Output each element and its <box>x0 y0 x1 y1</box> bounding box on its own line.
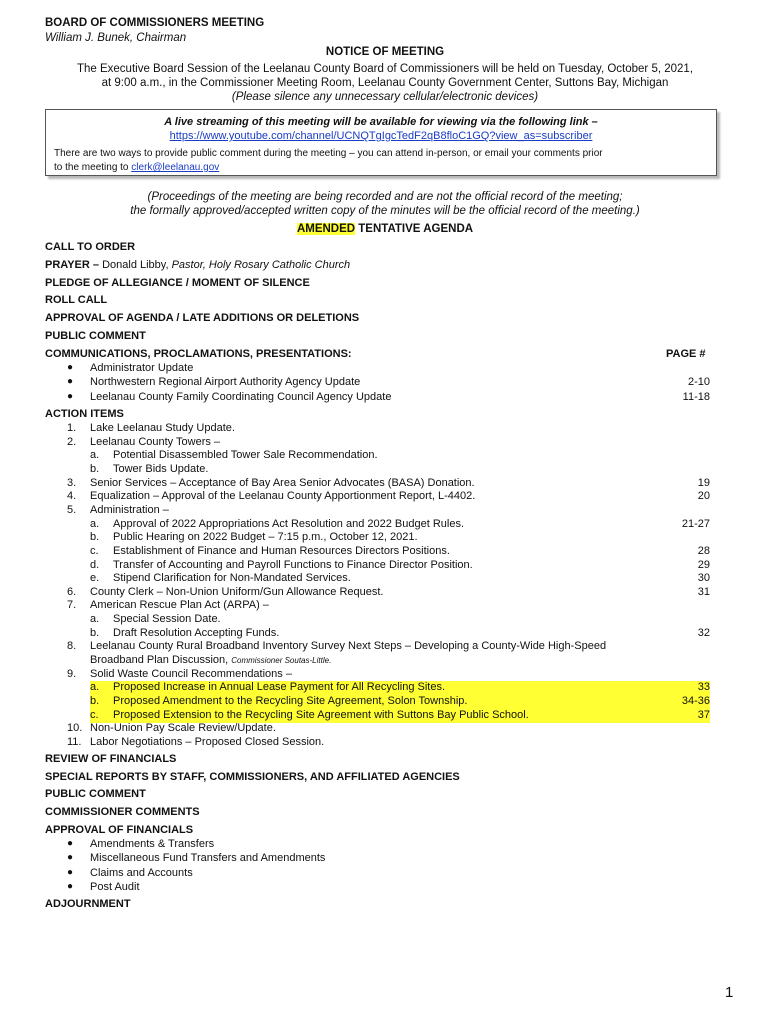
agenda-item <box>45 463 710 477</box>
item-text: Administration – <box>90 503 169 516</box>
chairman-name: William J. Bunek, Chairman <box>45 32 187 44</box>
page-ref: 20 <box>697 490 710 503</box>
clerk-email-link[interactable]: clerk@leelanau.gov <box>131 162 220 173</box>
item-text: Miscellaneous Fund Transfers and Amendments <box>90 852 326 865</box>
item-text: Administrator Update <box>90 362 194 374</box>
page-number: 1 <box>725 984 734 1001</box>
public-comment-text: There are two ways to provide public comment during the meeting – you can attend in-person, or email your comments prior <box>54 148 603 159</box>
item-text: Claims and Accounts <box>90 866 193 879</box>
public-comment-heading-2: PUBLIC COMMENT <box>45 788 146 800</box>
list-item <box>45 362 710 376</box>
page-column-header: PAGE # <box>666 348 706 360</box>
item-text: Tower Bids Update. <box>113 462 209 475</box>
page-ref: 29 <box>697 558 710 571</box>
item-number: 5. <box>67 503 77 516</box>
item-text: Proposed Amendment to the Recycling Site Agreement, Solon Township. <box>113 695 468 707</box>
stream-intro: A live streaming of this meeting will be available for viewing via the following link – <box>164 116 598 128</box>
prayer-line <box>45 259 350 271</box>
item-number: 1. <box>67 422 77 434</box>
agenda-item <box>45 545 710 559</box>
public-comment-info <box>54 147 709 175</box>
list-item <box>45 391 710 405</box>
approval-financials-heading: APPROVAL OF FINANCIALS <box>45 824 194 836</box>
agenda-item <box>45 572 710 586</box>
sub-item-letter: c. <box>90 544 99 557</box>
page-ref: 2-10 <box>687 376 710 389</box>
sub-item-letter: a. <box>90 681 100 694</box>
item-text: Draft Resolution Accepting Funds. <box>113 626 280 639</box>
pledge-heading: PLEDGE OF ALLEGIANCE / MOMENT OF SILENCE <box>45 277 310 289</box>
sub-item-letter: a. <box>90 613 100 626</box>
roll-call-heading: ROLL CALL <box>45 294 108 306</box>
bullet-icon: ● <box>67 362 74 373</box>
item-text: Solid Waste Council Recommendations – <box>90 667 292 680</box>
agenda-item <box>45 736 710 750</box>
item-text: Transfer of Accounting and Payroll Functions to Finance Director Position. <box>113 558 473 571</box>
amended-label: AMENDED <box>296 223 356 235</box>
list-item <box>45 376 710 390</box>
item-text: Proposed Extension to the Recycling Site Agreement with Suttons Bay Public School. <box>113 708 529 721</box>
prayer-name: Donald Libby, <box>99 259 172 271</box>
sub-item-letter: b. <box>90 462 100 475</box>
bullet-icon: ● <box>67 852 74 864</box>
agenda-item <box>45 654 710 668</box>
page-ref: 21-27 <box>681 517 710 530</box>
item-number: 7. <box>67 599 77 612</box>
agenda-item <box>45 504 710 518</box>
agenda-item <box>45 681 710 695</box>
proceedings-note-1: (Proceedings of the meeting are being recorded and are not the official record of the meeting; <box>147 191 623 203</box>
call-to-order: CALL TO ORDER <box>45 241 136 253</box>
item-text: Establishment of Finance and Human Resources Directors Positions. <box>113 544 450 557</box>
list-item <box>45 881 710 895</box>
item-number: 2. <box>67 435 77 448</box>
list-item <box>45 867 710 881</box>
commissioner-comments-heading: COMMISSIONER COMMENTS <box>45 806 200 818</box>
prayer-role: Pastor, Holy Rosary Catholic Church <box>171 259 351 271</box>
list-item <box>45 852 710 866</box>
page-ref: 37 <box>697 708 710 721</box>
public-comment-heading: PUBLIC COMMENT <box>45 330 146 342</box>
proceedings-note-2: the formally approved/accepted written copy of the minutes will be the official record of the meeting.) <box>130 205 640 217</box>
item-text: Labor Negotiations – Proposed Closed Session. <box>90 735 325 748</box>
item-number: 11. <box>67 735 82 748</box>
agenda-item <box>45 627 710 641</box>
agenda-item <box>45 422 710 436</box>
sub-item-letter: b. <box>90 531 100 544</box>
silence-devices-note: (Please silence any unnecessary cellular/electronic devices) <box>231 91 539 103</box>
youtube-link[interactable]: https://www.youtube.com/channel/UCNQTgIgcTedF2qB8floC1GQ?view_as=subscriber <box>169 130 593 142</box>
bullet-icon: ● <box>67 866 74 878</box>
agenda-item <box>45 531 710 545</box>
item-text: Special Session Date. <box>113 613 221 626</box>
item-text: Proposed Increase in Annual Lease Payment for All Recycling Sites. <box>113 681 446 694</box>
list-item <box>45 838 710 852</box>
special-reports-heading: SPECIAL REPORTS BY STAFF, COMMISSIONERS, AND AFFILIATED AGENCIES <box>45 771 460 783</box>
review-financials-heading: REVIEW OF FINANCIALS <box>45 753 177 765</box>
item-number: 10. <box>67 722 83 735</box>
sub-item-letter: d. <box>90 558 100 571</box>
item-text: Stipend Clarification for Non-Mandated Services. <box>113 572 351 585</box>
agenda-item <box>45 722 710 736</box>
page-ref: 34-36 <box>681 695 710 707</box>
communications-heading: COMMUNICATIONS, PROCLAMATIONS, PRESENTATIONS: <box>45 348 352 360</box>
item-number: 4. <box>67 490 77 503</box>
sub-item-letter: a. <box>90 449 100 462</box>
sub-item-letter: c. <box>90 708 99 721</box>
agenda-item <box>45 709 710 723</box>
adjournment-heading: ADJOURNMENT <box>45 898 131 910</box>
bullet-icon: ● <box>67 390 74 402</box>
sub-item-letter: a. <box>90 517 100 530</box>
item-text: Approval of 2022 Appropriations Act Resolution and 2022 Budget Rules. <box>113 517 465 530</box>
notice-heading: NOTICE OF MEETING <box>325 46 445 58</box>
sub-item-letter: b. <box>90 695 100 707</box>
item-text: American Rescue Plan Act (ARPA) – <box>90 599 269 612</box>
notice-line-2: at 9:00 a.m., in the Commissioner Meeting Room, Leelanau County Government Center, Suttons Bay, Michigan <box>101 77 669 89</box>
item-number: 9. <box>67 667 77 680</box>
item-text: Leelanau County Rural Broadband Inventory Survey Next Steps – Developing a County-Wide High-Speed <box>90 640 607 653</box>
agenda-item <box>45 490 710 504</box>
item-text: Amendments & Transfers <box>90 838 215 850</box>
item-text: Lake Leelanau Study Update. <box>90 422 235 434</box>
agenda-item <box>45 613 710 627</box>
item-text: Non-Union Pay Scale Review/Update. <box>90 722 276 735</box>
bullet-icon: ● <box>67 838 74 849</box>
agenda-title-rest: TENTATIVE AGENDA <box>355 223 474 235</box>
page-ref: 31 <box>697 585 710 598</box>
item-text: Leelanau County Towers – <box>90 435 221 448</box>
item-number: 3. <box>67 476 77 489</box>
page-ref: 30 <box>697 572 710 585</box>
agenda-item <box>45 695 710 709</box>
public-comment-text-2: to the meeting to <box>54 162 129 173</box>
item-number: 6. <box>67 585 77 598</box>
action-items-heading: ACTION ITEMS <box>45 408 124 420</box>
item-number: 8. <box>67 640 77 653</box>
item-text: Post Audit <box>90 880 140 893</box>
board-meeting-title: BOARD OF COMMISSIONERS MEETING <box>45 17 265 29</box>
page-ref: 32 <box>697 626 710 639</box>
agenda-item <box>45 668 710 682</box>
page-ref: 11-18 <box>682 390 710 403</box>
sub-item-letter: b. <box>90 626 100 639</box>
agenda-item <box>45 599 710 613</box>
live-stream-box <box>45 109 717 176</box>
commissioner-note: Commissioner Soutas-Little. <box>231 656 332 666</box>
approval-agenda-heading: APPROVAL OF AGENDA / LATE ADDITIONS OR DELETIONS <box>45 312 360 324</box>
agenda-item <box>45 477 710 491</box>
agenda-item <box>45 586 710 600</box>
item-text: Public Hearing on 2022 Budget – 7:15 p.m., October 12, 2021. <box>113 531 418 544</box>
item-text: Senior Services – Acceptance of Bay Area Senior Advocates (BASA) Donation. <box>90 476 475 489</box>
agenda-item <box>45 559 710 573</box>
page-ref: 19 <box>697 476 710 489</box>
prayer-label: PRAYER – <box>45 259 100 271</box>
sub-item-letter: e. <box>90 572 100 585</box>
agenda-item <box>45 436 710 450</box>
item-text: Equalization – Approval of the Leelanau County Apportionment Report, L-4402. <box>90 490 476 503</box>
page-ref: 28 <box>697 544 710 557</box>
agenda-item <box>45 449 710 463</box>
item-text: Broadband Plan Discussion, Commissioner Soutas-Little. <box>90 654 332 667</box>
bullet-icon: ● <box>67 376 74 388</box>
item-text: Leelanau County Family Coordinating Council Agency Update <box>90 390 392 403</box>
page-ref: 33 <box>697 681 710 694</box>
item-text: Potential Disassembled Tower Sale Recommendation. <box>113 449 378 462</box>
agenda-item <box>45 518 710 532</box>
agenda-item <box>45 640 710 654</box>
item-text: County Clerk – Non-Union Uniform/Gun Allowance Request. <box>90 585 384 598</box>
item-text: Northwestern Regional Airport Authority Agency Update <box>90 376 361 389</box>
bullet-icon: ● <box>67 880 74 892</box>
notice-line-1: The Executive Board Session of the Leelanau County Board of Commissioners will be held on Tuesday, October 5, 2021, <box>76 63 694 75</box>
agenda-title <box>30 223 740 235</box>
